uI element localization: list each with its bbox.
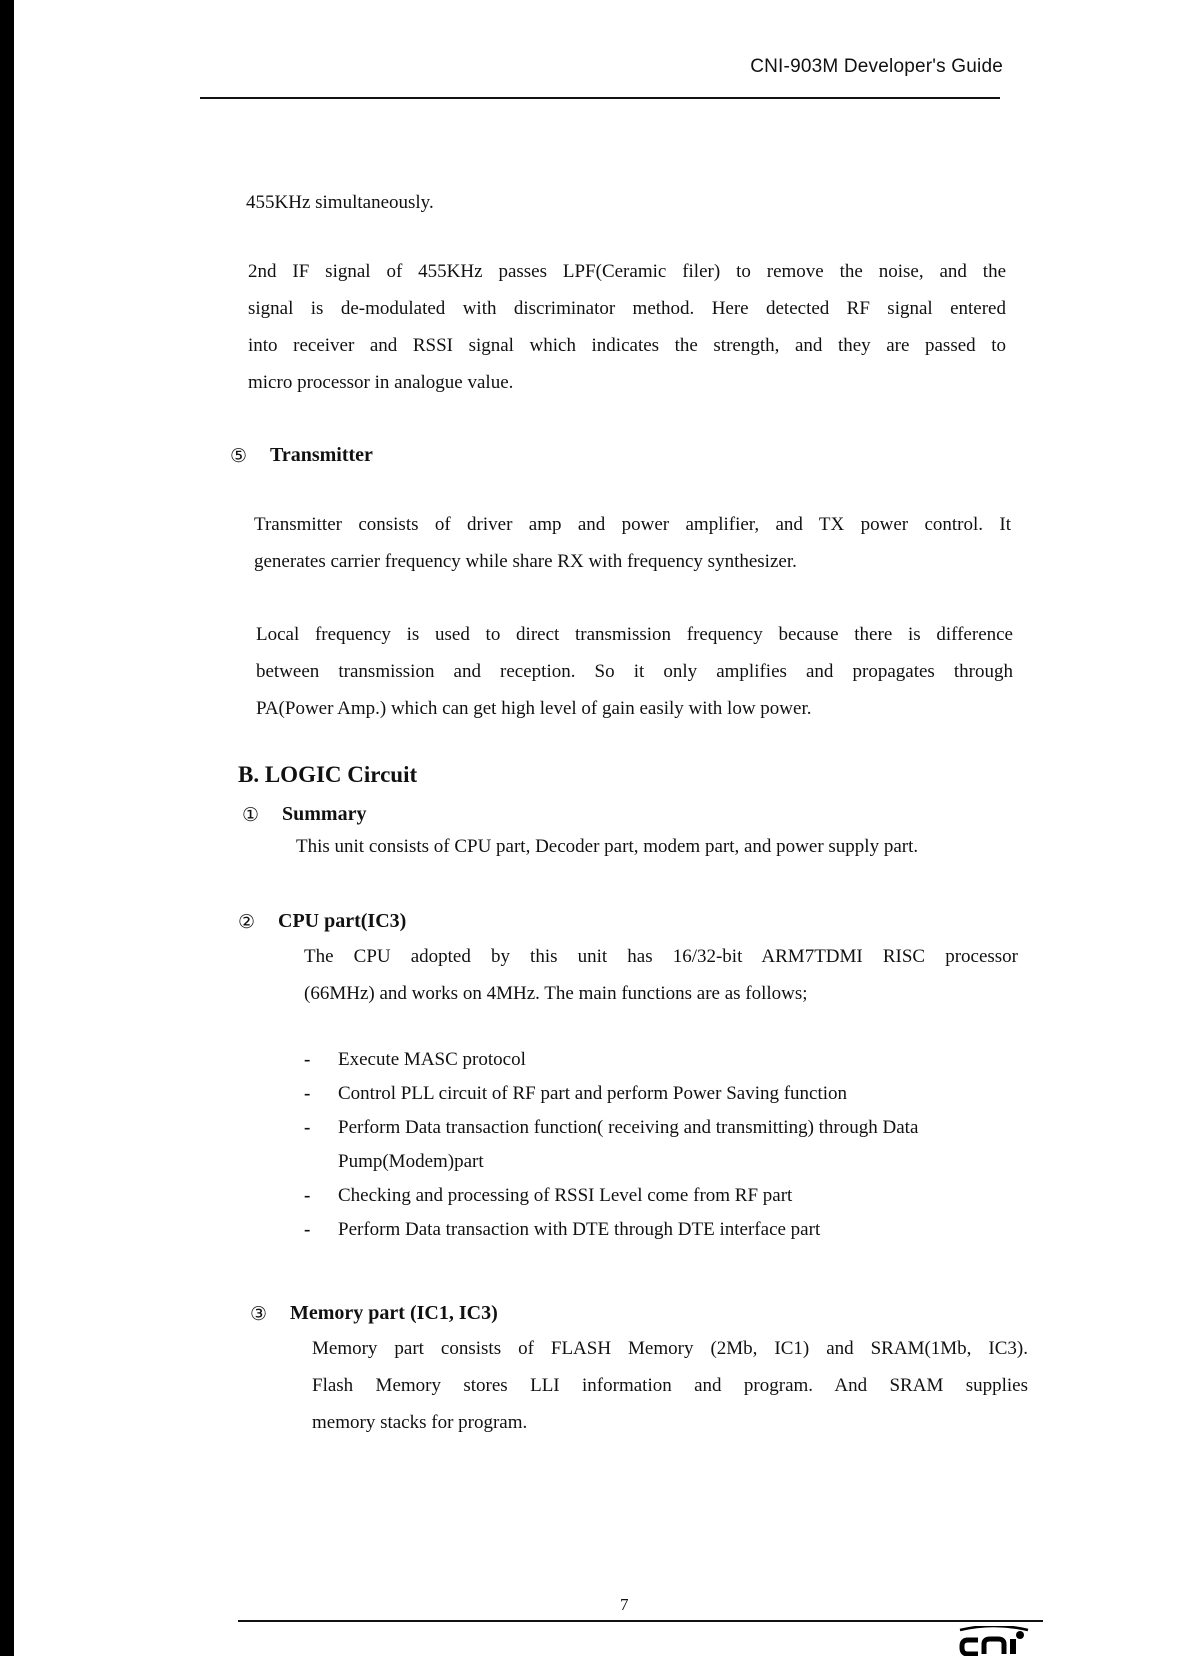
page-number: 7 bbox=[620, 1595, 629, 1614]
list-item-text: Checking and processing of RSSI Level come from RF part bbox=[338, 1185, 793, 1206]
header-rule bbox=[200, 97, 1000, 99]
section-number: ③ bbox=[250, 1302, 268, 1325]
summary-text: This unit consists of CPU part, Decoder part, modem part, and power supply part. bbox=[296, 836, 919, 857]
bullet-dash: - bbox=[304, 1117, 311, 1138]
list-item bbox=[300, 1213, 1024, 1247]
section-number: ② bbox=[238, 910, 256, 933]
text-line: PA(Power Amp.) which can get high level of gain easily with low power. bbox=[256, 698, 812, 719]
section-title: Memory part (IC1, IC3) bbox=[290, 1302, 498, 1324]
footer-rule bbox=[238, 1620, 1043, 1622]
list-item bbox=[300, 1111, 1024, 1179]
paragraph-if-signal bbox=[248, 253, 1006, 401]
list-item-text: Perform Data transaction function( receiving and transmitting) through Data Pump(Modem)part bbox=[338, 1117, 919, 1172]
text-line: Memory part consists of FLASH Memory (2Mb, IC1) and SRAM(1Mb, IC3). bbox=[312, 1338, 1028, 1359]
list-item bbox=[300, 1043, 1024, 1077]
bullet-dash: - bbox=[304, 1185, 311, 1206]
heading-summary bbox=[242, 803, 366, 826]
paragraph-transmitter-2 bbox=[256, 616, 1013, 727]
list-item-text: Execute MASC protocol bbox=[338, 1049, 526, 1070]
text-line: (66MHz) and works on 4MHz. The main functions are as follows; bbox=[304, 983, 808, 1004]
text-line: The CPU adopted by this unit has 16/32-bit ARM7TDMI RISC processor bbox=[304, 946, 1018, 967]
text-line: Local frequency is used to direct transmission frequency because there is difference bbox=[256, 624, 1013, 645]
text-line: generates carrier frequency while share RX with frequency synthesizer. bbox=[254, 551, 797, 572]
section-number: ① bbox=[242, 803, 260, 826]
text-line: micro processor in analogue value. bbox=[248, 372, 514, 393]
section-b-title: B. LOGIC Circuit bbox=[238, 762, 418, 787]
page-edge-bar bbox=[0, 0, 14, 1656]
section-title: Summary bbox=[282, 803, 367, 825]
section-title: CPU part(IC3) bbox=[278, 910, 407, 932]
cpu-function-list bbox=[300, 1043, 1024, 1247]
header-title: CNI-903M Developer's Guide bbox=[750, 56, 1003, 77]
text-line: Transmitter consists of driver amp and power amplifier, and TX power control. It bbox=[254, 514, 1011, 535]
heading-transmitter bbox=[230, 444, 373, 467]
heading-cpu bbox=[238, 910, 406, 933]
list-item bbox=[300, 1077, 1024, 1111]
text-line: between transmission and reception. So it only amplifies and propagates through bbox=[256, 661, 1013, 682]
list-item-text: Control PLL circuit of RF part and perform Power Saving function bbox=[338, 1083, 848, 1104]
bullet-dash: - bbox=[304, 1049, 311, 1070]
paragraph-memory bbox=[312, 1330, 1028, 1441]
section-title: Transmitter bbox=[270, 444, 373, 466]
list-item bbox=[300, 1179, 1024, 1213]
text-line: memory stacks for program. bbox=[312, 1412, 528, 1433]
list-item-text: Perform Data transaction with DTE through DTE interface part bbox=[338, 1219, 821, 1240]
cni-logo bbox=[958, 1626, 1032, 1656]
intro-fragment: 455KHz simultaneously. bbox=[246, 192, 434, 213]
text-line: signal is de-modulated with discriminator method. Here detected RF signal entered bbox=[248, 298, 1006, 319]
section-number: ⑤ bbox=[230, 444, 248, 467]
text-line: Flash Memory stores LLI information and program. And SRAM supplies bbox=[312, 1375, 1028, 1396]
bullet-dash: - bbox=[304, 1083, 311, 1104]
heading-memory bbox=[250, 1302, 498, 1325]
paragraph-cpu bbox=[304, 938, 1018, 1012]
paragraph-transmitter-1 bbox=[254, 506, 1011, 580]
text-line: 2nd IF signal of 455KHz passes LPF(Ceramic filer) to remove the noise, and the bbox=[248, 261, 1006, 282]
bullet-dash: - bbox=[304, 1219, 311, 1240]
text-line: into receiver and RSSI signal which indicates the strength, and they are passed to bbox=[248, 335, 1006, 356]
